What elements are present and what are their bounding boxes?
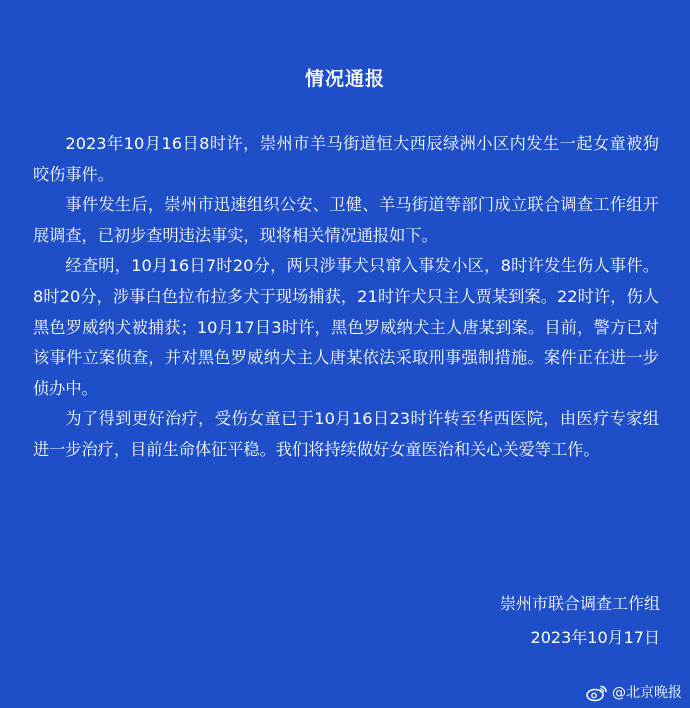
paragraph-treatment: 为了得到更好治疗，受伤女童已于10月16日23时许转至华西医院，由医疗专家组进一步治疗，目前生命体征平稳。我们将持续做好女童医治和关心关爱等工作。 [33, 409, 659, 459]
notice-body [33, 129, 659, 466]
signature-date: 2023年10月17日 [530, 628, 660, 647]
signature-organization: 崇州市联合调查工作组 [499, 594, 660, 613]
weibo-watermark [586, 684, 682, 702]
paragraph-findings: 经查明，10月16日7时20分，两只涉事犬只窜入事发小区，8时许发生伤人事件。8时20分，涉事白色拉布拉多犬于现场捕获，21时许犬只主人贾某到案。22时许，伤人黑色罗威纳犬被捕获；10月17日3时许，黑色罗威纳犬主人唐某到案。目前，警方已对该事件立案侦查，并对黑色罗威纳犬主人唐某依法采取刑事强制措施。案件正在进一步侦办中。 [33, 256, 659, 398]
paragraph-incident: 2023年10月16日8时许，崇州市羊马街道恒大西辰绿洲小区内发生一起女童被狗咬伤事件。 [33, 134, 659, 184]
notice-title: 情况通报 [304, 68, 385, 90]
watermark-text: @北京晚报 [612, 685, 682, 701]
paragraph-investigation: 事件发生后，崇州市迅速组织公安、卫健、羊马街道等部门成立联合调查工作组开展调查，已初步查明违法事实，现将相关情况通报如下。 [33, 195, 659, 245]
weibo-icon [586, 684, 608, 702]
